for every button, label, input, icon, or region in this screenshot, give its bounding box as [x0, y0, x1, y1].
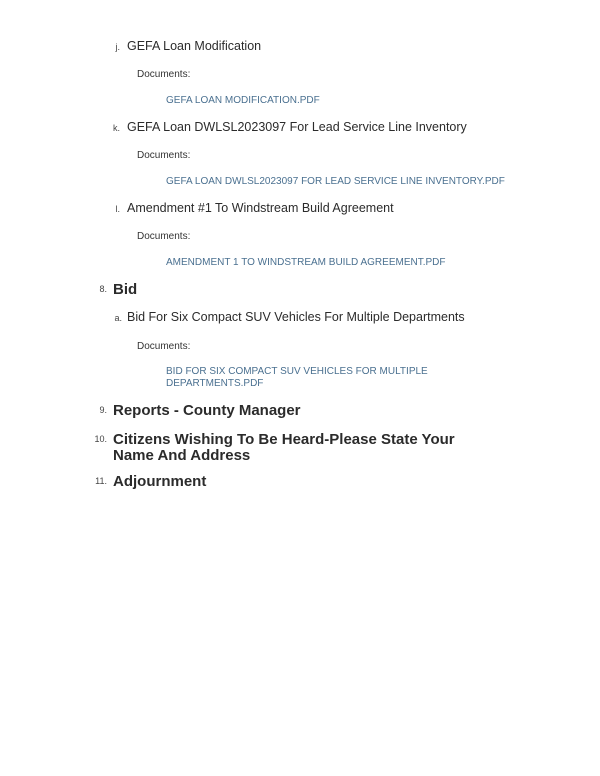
- document-link-windstream-amendment[interactable]: AMENDMENT 1 TO WINDSTREAM BUILD AGREEMENT.PDF: [166, 257, 446, 268]
- section-title-bid: Bid: [113, 281, 138, 298]
- item-title-l: Amendment #1 To Windstream Build Agreement: [127, 201, 394, 215]
- documents-label-a: Documents:: [137, 341, 191, 352]
- documents-label-j: Documents:: [137, 69, 191, 80]
- section-marker-citizens: 10.: [94, 434, 107, 444]
- document-link-compact-suv-bid[interactable]: BID FOR SIX COMPACT SUV VEHICLES FOR MULTIPLE DEPARTMENTS.PDF: [166, 366, 428, 389]
- section-marker-bid: 8.: [99, 284, 107, 294]
- section-marker-adjournment: 11.: [95, 476, 107, 486]
- section-title-adjournment: Adjournment: [113, 473, 207, 490]
- documents-label-l: Documents:: [137, 231, 191, 242]
- item-title-k: GEFA Loan DWLSL2023097 For Lead Service Line Inventory: [127, 120, 467, 134]
- item-marker-l: l.: [115, 204, 120, 214]
- item-title-j: GEFA Loan Modification: [127, 39, 262, 53]
- document-link-gefa-loan-modification[interactable]: GEFA LOAN MODIFICATION.PDF: [166, 95, 320, 106]
- section-marker-reports: 9.: [99, 405, 107, 415]
- documents-label-k: Documents:: [137, 150, 191, 161]
- section-title-citizens: Citizens Wishing To Be Heard-Please State Your Name And Address: [113, 431, 455, 464]
- item-marker-a: a.: [114, 313, 122, 323]
- item-marker-k: k.: [112, 123, 120, 133]
- item-marker-j: j.: [115, 42, 120, 52]
- item-title-a: Bid For Six Compact SUV Vehicles For Multiple Departments: [127, 310, 465, 324]
- document-link-gefa-loan-dwlsl[interactable]: GEFA LOAN DWLSL2023097 FOR LEAD SERVICE LINE INVENTORY.PDF: [166, 176, 505, 187]
- section-title-reports: Reports - County Manager: [113, 402, 301, 419]
